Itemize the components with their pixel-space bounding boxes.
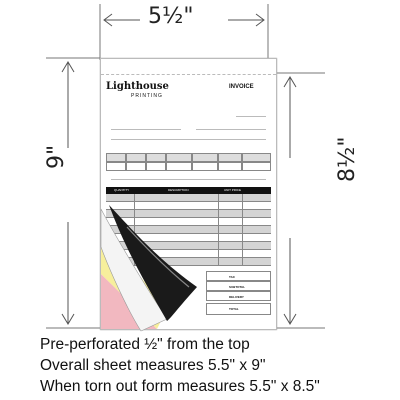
ship-to-line bbox=[196, 129, 266, 130]
company-logo-sub: PRINTING bbox=[131, 93, 163, 99]
total-label: TOTAL bbox=[229, 307, 239, 311]
order-info-entry bbox=[106, 162, 271, 171]
to-line bbox=[111, 129, 181, 130]
left-dimension-arrows bbox=[0, 0, 100, 340]
form-height-label: 8½" bbox=[335, 136, 360, 182]
delivery-label: DELIVERY bbox=[229, 295, 244, 299]
delivery-box bbox=[206, 291, 271, 301]
subtotal-box bbox=[206, 281, 271, 291]
page-curl-copies bbox=[97, 199, 207, 334]
form-title: INVOICE bbox=[229, 84, 254, 90]
subtotal-label: SUBTOTAL bbox=[229, 285, 246, 289]
caption-line-1: Pre-perforated ½" from the top bbox=[40, 336, 250, 353]
total-box bbox=[206, 303, 271, 315]
order-info-row bbox=[106, 153, 271, 162]
perforated-stub bbox=[101, 59, 276, 75]
caption-line-2: Overall sheet measures 5.5" x 9" bbox=[40, 357, 266, 374]
caption-line-3: When torn out form measures 5.5" x 8.5" bbox=[40, 378, 320, 395]
invoice-form bbox=[100, 58, 277, 330]
tax-label: TAX bbox=[229, 275, 235, 279]
account-line bbox=[111, 179, 266, 180]
unit-price-header: UNIT PRICE bbox=[224, 188, 241, 192]
date-line bbox=[236, 116, 266, 117]
quantity-header: QUANTITY bbox=[114, 188, 130, 192]
description-header: DESCRIPTION bbox=[168, 188, 189, 192]
width-dimension-label: 5½" bbox=[148, 4, 194, 29]
tax-box bbox=[206, 271, 271, 281]
address-line bbox=[111, 139, 266, 140]
company-logo: Lighthouse bbox=[106, 81, 169, 92]
items-header bbox=[106, 187, 271, 194]
sheet-height-label: 9" bbox=[44, 144, 69, 169]
